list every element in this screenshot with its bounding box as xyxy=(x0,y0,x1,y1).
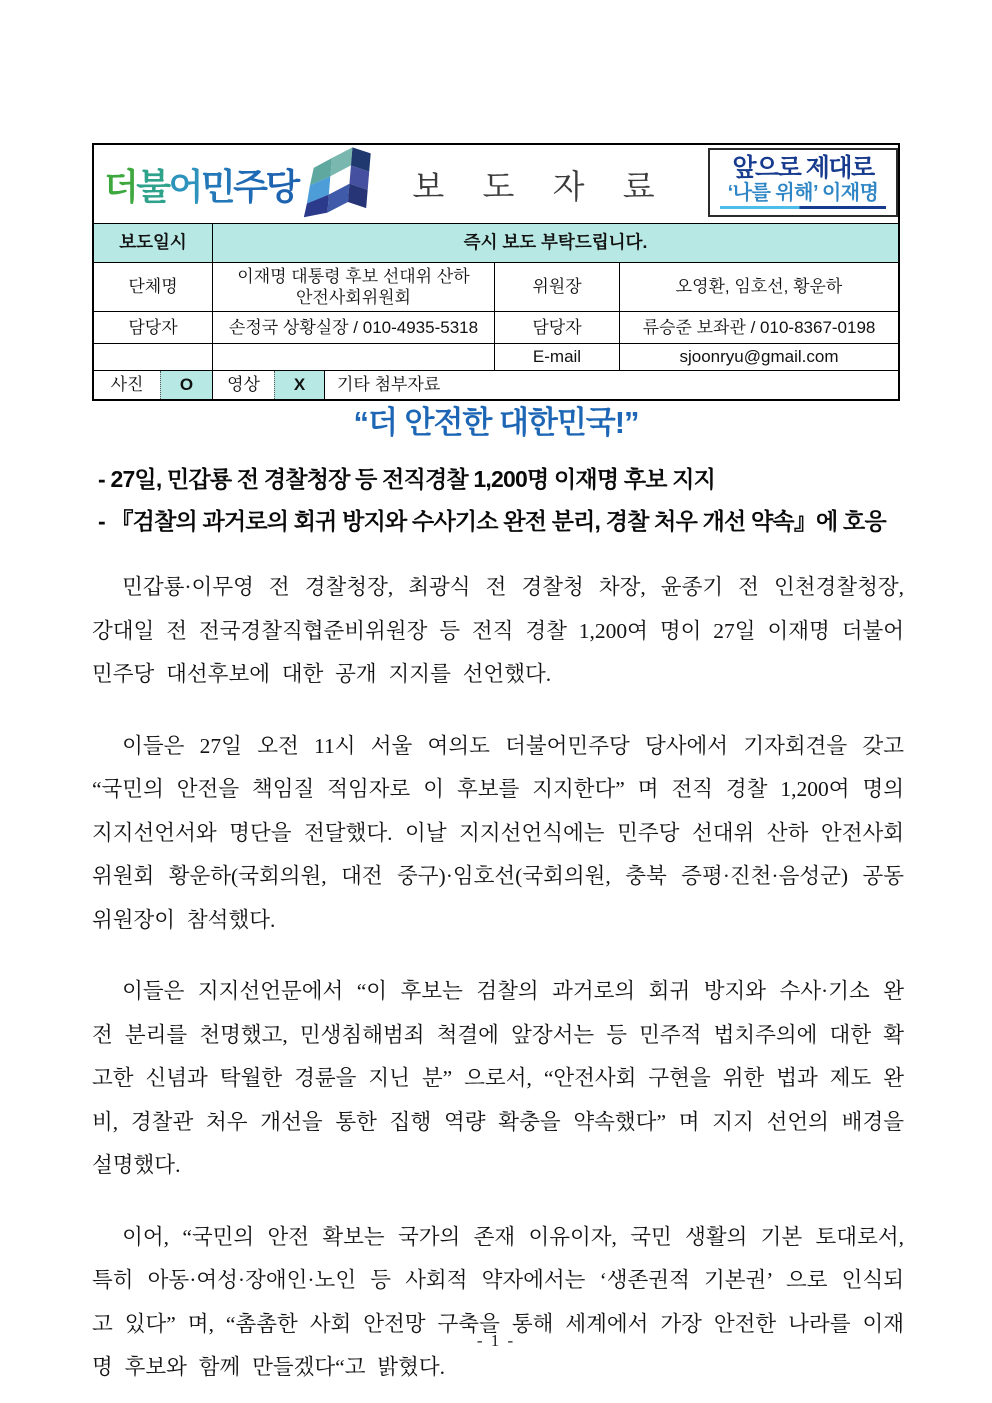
chair-value: 오영환, 임호선, 황운하 xyxy=(619,263,898,311)
masthead-row xyxy=(94,145,898,223)
contact-row xyxy=(94,311,898,343)
email-value: sjoonryu@gmail.com xyxy=(619,344,898,370)
body-paragraph: 이들은 27일 오전 11시 서울 여의도 더불어민주당 당사에서 기자회견을 갖고 “국민의 안전을 책임질 적임자로 이 후보를 지지한다” 며 전직 경찰 1,200여 명의 지지선언서와 명단을 전달했다. 이날 지지선언식에는 민주당 선대위 산하 안전사회위원회 황운하(국회의원, 대전 중구)·임호선(국회의원, 충북 증평·진천·음성군) 공동위원장이 참석했다. xyxy=(92,733,904,932)
empty-cell xyxy=(212,344,494,370)
summary-bullet: - 27일, 민갑룡 전 경찰청장 등 전직경찰 1,200명 이재명 후보 지지 xyxy=(98,466,716,492)
photo-flag-value: O xyxy=(160,371,212,399)
release-time-value: 즉시 보도 부탁드립니다. xyxy=(212,224,898,262)
video-flag-value: X xyxy=(274,371,324,399)
body-paragraph: 이어, “국민의 안전 확보는 국가의 존재 이유이자, 국민 생활의 기본 토대로서, 특히 아동·여성·장애인·노인 등 사회적 약자에서는 ‘생존권적 기본권’ 으로 인식되고 있다” 며, “촘촘한 사회 안전망 구축을 통해 세계에서 가장 안전한 나라를 이재명 후보와 함께 만들겠다“고 밝혔다. xyxy=(92,1224,904,1379)
empty-cell xyxy=(94,344,212,370)
photo-label: 사진 xyxy=(110,375,144,395)
release-time-row xyxy=(94,223,898,262)
contact1-value: 손정국 상황실장 / 010-4935-5318 xyxy=(212,312,494,343)
org-label: 단체명 xyxy=(128,277,178,297)
org-value-line1: 이재명 대통령 후보 선대위 산하 xyxy=(237,266,470,286)
party-logo-text: 더불어민주당 xyxy=(104,165,298,207)
chair-label: 위원장 xyxy=(494,263,619,311)
document-type-title: 보 도 자 료 xyxy=(412,169,670,206)
contact2-label: 담당자 xyxy=(494,312,619,343)
release-time-label: 보도일시 xyxy=(94,224,212,262)
summary-bullet: - 『검찰의 과거로의 회귀 방지와 수사기소 완전 분리, 경찰 처우 개선 약속』에 호응 xyxy=(98,508,886,534)
article-body xyxy=(92,566,904,1403)
body-paragraph: 민갑룡·이무영 전 경찰청장, 최광식 전 경찰청 차장, 윤종기 전 인천경찰청장, 강대일 전 전국경찰직협준비위원장 등 전직 경찰 1,200여 명이 27일 이재명 더불어민주당 대선후보에 대한 공개 지지를 선언했다. xyxy=(92,575,904,686)
org-value-line2: 안전사회위원회 xyxy=(296,288,411,307)
attachments-row xyxy=(94,370,898,399)
slogan-underline xyxy=(720,206,886,209)
organization-row xyxy=(94,262,898,311)
header-table xyxy=(92,143,900,401)
org-value xyxy=(212,263,494,311)
party-logo xyxy=(94,150,378,218)
body-paragraph: 이들은 지지선언문에서 “이 후보는 검찰의 과거로의 회귀 방지와 수사·기소 완전 분리를 천명했고, 민생침해범죄 척결에 앞장서는 등 민주적 법치주의에 대한 확고한 신념과 탁월한 경륜을 지닌 분” 으로서, “안전사회 구현을 위한 법과 제도 완비, 경찰관 처우 개선을 통한 집행 역량 확충을 약속했다” 며 지지 선언의 배경을 설명했다. xyxy=(92,979,904,1177)
slogan-line1: 앞으로 제대로 xyxy=(732,154,874,183)
page-number: - 1 - xyxy=(476,1331,516,1350)
headline: “더 안전한 대한민국!” xyxy=(353,405,639,440)
summary-bullets xyxy=(98,458,910,542)
etc-attachments-label: 기타 첨부자료 xyxy=(324,371,898,399)
email-label: E-mail xyxy=(494,344,619,370)
slogan-line2: ‘나를 위해’ 이재명 xyxy=(727,181,879,204)
email-row xyxy=(94,343,898,370)
video-label: 영상 xyxy=(212,371,274,399)
party-flag-icon xyxy=(292,142,378,218)
contact1-label: 담당자 xyxy=(128,317,178,337)
campaign-slogan-box xyxy=(708,148,898,217)
contact2-value: 류승준 보좌관 / 010-8367-0198 xyxy=(619,312,898,343)
